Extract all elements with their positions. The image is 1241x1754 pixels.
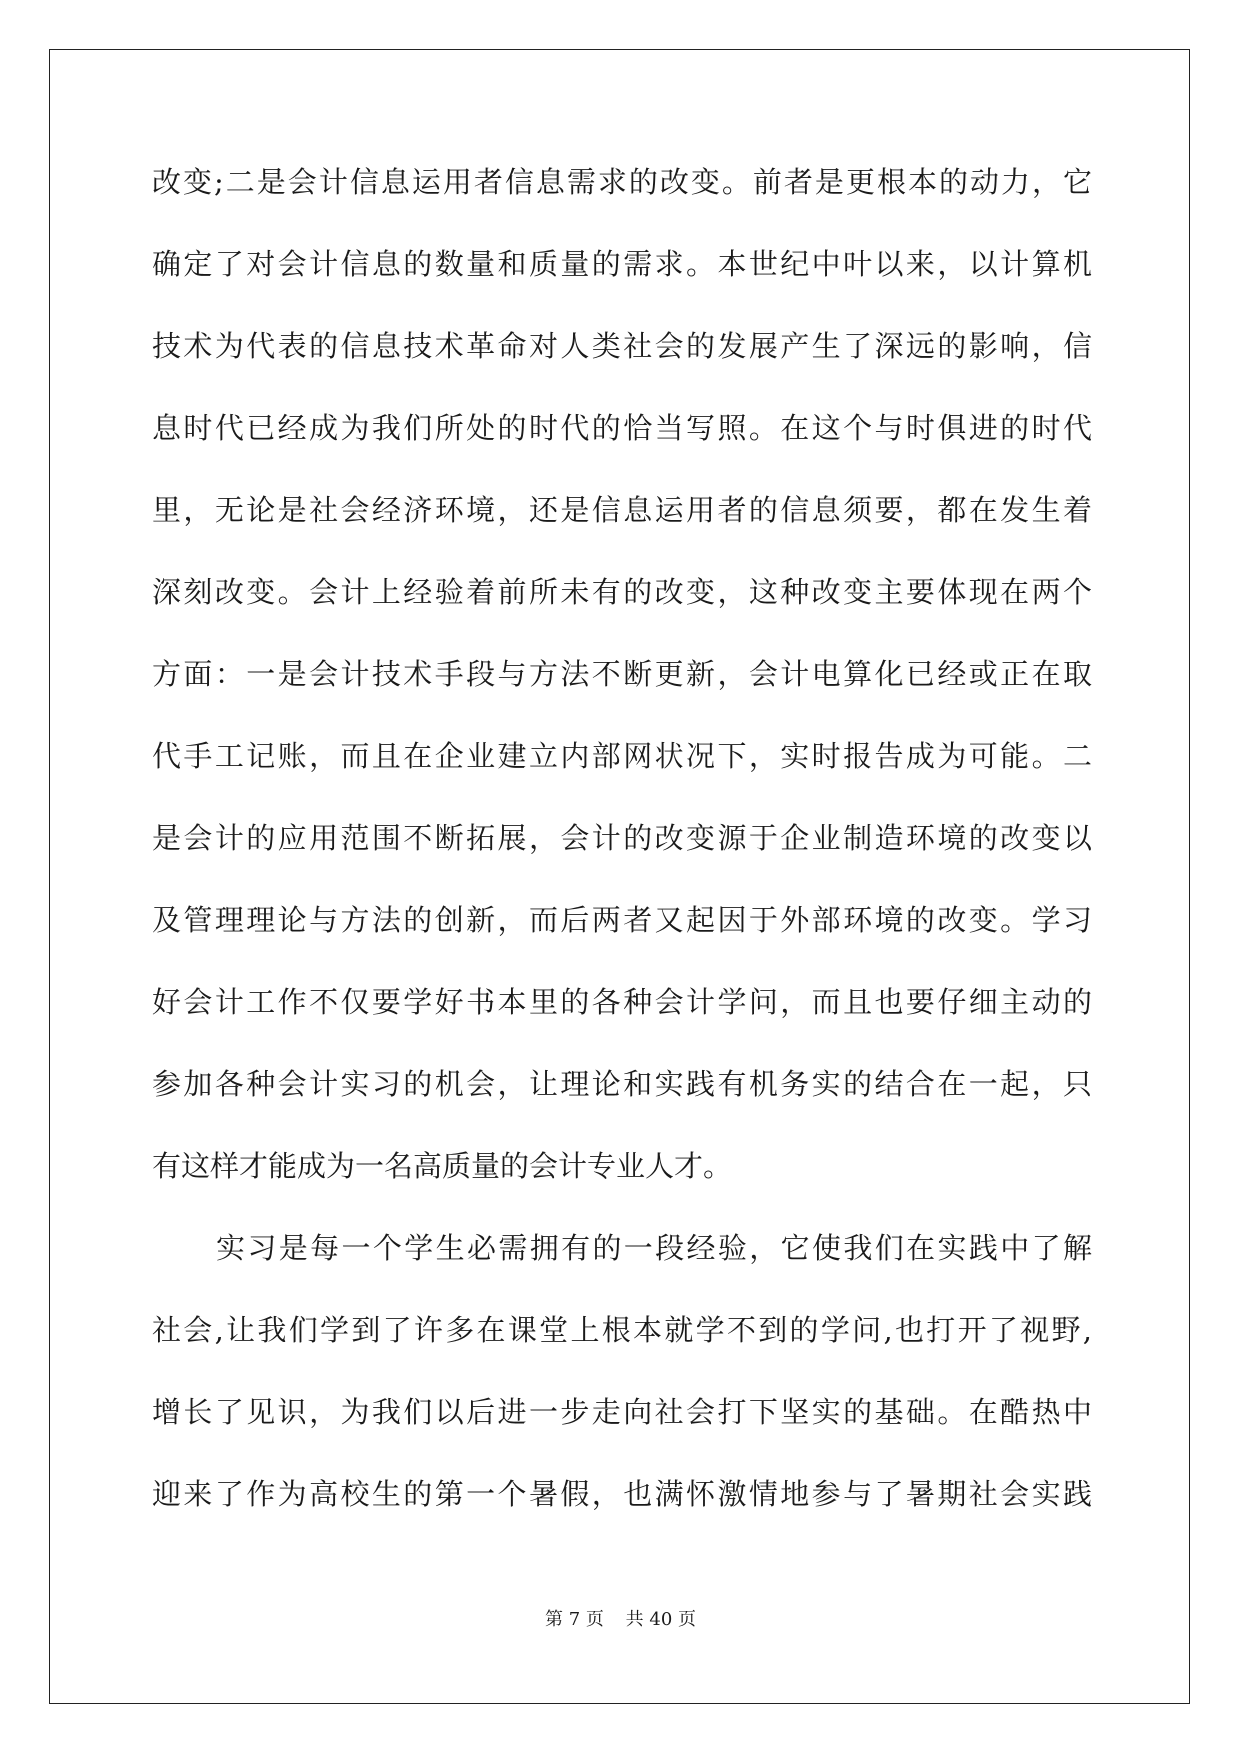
page-total: 共 40 页 — [625, 1609, 696, 1630]
paragraph-start-line: 实习是每一个学生必需拥有的一段经验，它使我们在实践中了解 — [216, 1231, 1092, 1265]
text-line: 改变;二是会计信息运用者信息需求的改变。前者是更根本的动力，它 — [152, 165, 1092, 199]
text-line: 参加各种会计实习的机会，让理论和实践有机务实的结合在一起，只 — [152, 1067, 1092, 1101]
text-line: 确定了对会计信息的数量和质量的需求。本世纪中叶以来，以计算机 — [152, 247, 1092, 281]
page-number: 第 7 页 — [545, 1609, 604, 1630]
text-line: 息时代已经成为我们所处的时代的恰当写照。在这个与时俱进的时代 — [152, 411, 1092, 445]
page-footer — [0, 1608, 1241, 1632]
text-line: 及管理理论与方法的创新，而后两者又起因于外部环境的改变。学习 — [152, 903, 1092, 937]
text-line: 增长了见识，为我们以后进一步走向社会打下坚实的基础。在酷热中 — [152, 1395, 1092, 1429]
text-line: 迎来了作为高校生的第一个暑假，也满怀激情地参与了暑期社会实践 — [152, 1477, 1092, 1511]
text-line: 深刻改变。会计上经验着前所未有的改变，这种改变主要体现在两个 — [152, 575, 1092, 609]
text-line: 是会计的应用范围不断拓展，会计的改变源于企业制造环境的改变以 — [152, 821, 1092, 855]
text-line: 技术为代表的信息技术革命对人类社会的发展产生了深远的影响，信 — [152, 329, 1092, 363]
text-line: 代手工记账，而且在企业建立内部网状况下，实时报告成为可能。二 — [152, 739, 1092, 773]
text-line: 里，无论是社会经济环境，还是信息运用者的信息须要，都在发生着 — [152, 493, 1092, 527]
text-line: 好会计工作不仅要学好书本里的各种会计学问，而且也要仔细主动的 — [152, 985, 1092, 1019]
document-body — [152, 162, 1092, 1556]
text-line: 方面：一是会计技术手段与方法不断更新，会计电算化已经或正在取 — [152, 657, 1092, 691]
text-line: 社会,让我们学到了许多在课堂上根本就学不到的学问,也打开了视野, — [152, 1313, 1092, 1347]
paragraph-end-line: 有这样才能成为一名高质量的会计专业人才。 — [152, 1149, 733, 1183]
